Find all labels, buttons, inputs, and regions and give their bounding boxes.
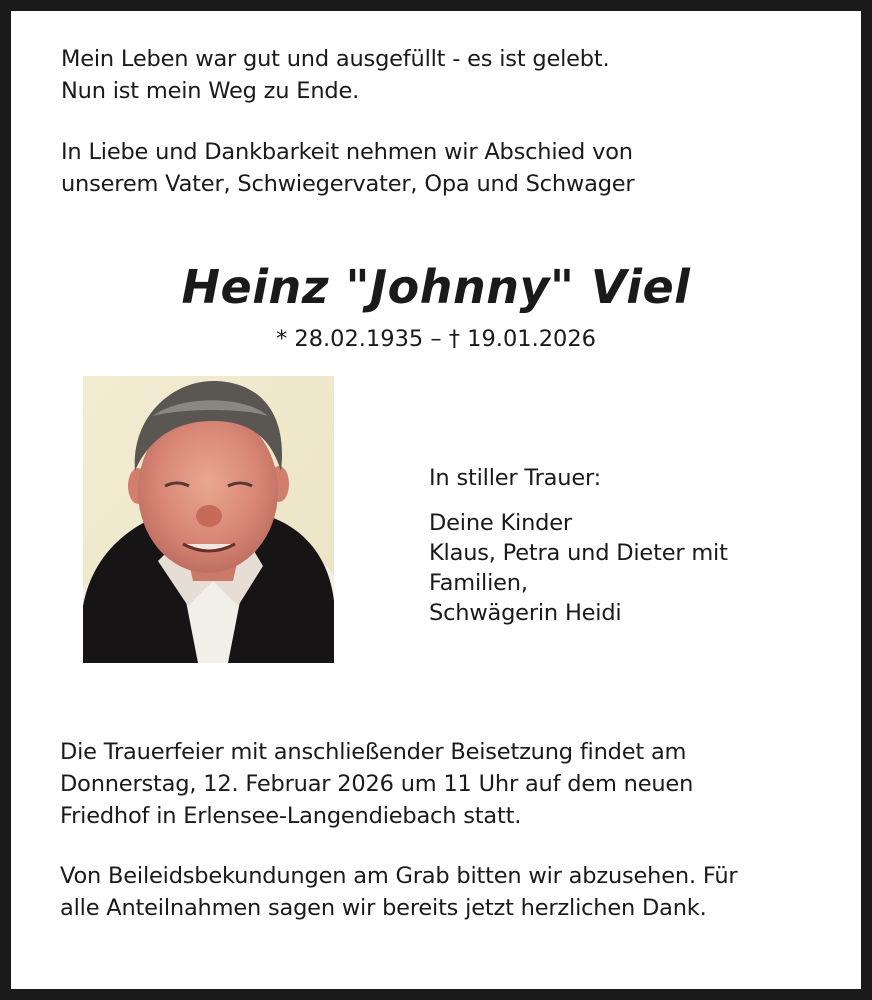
portrait-photo (83, 376, 334, 663)
mourner-line: Familien, (429, 570, 528, 596)
farewell-text (61, 136, 821, 200)
mourners-list (429, 508, 849, 628)
mourner-line: Deine Kinder (429, 510, 572, 536)
intro-line: Mein Leben war gut und ausgefüllt - es ist gelebt. (61, 46, 610, 72)
mourner-line: Schwägerin Heidi (429, 600, 622, 626)
intro-line: Nun ist mein Weg zu Ende. (61, 78, 360, 104)
farewell-line: unserem Vater, Schwiegervater, Opa und Schwager (61, 171, 635, 197)
life-dates: * 28.02.1935 – † 19.01.2026 (275, 326, 596, 352)
farewell-line: In Liebe und Dankbarkeit nehmen wir Abschied von (61, 139, 633, 165)
deceased-name: Heinz "Johnny" Viel (181, 260, 691, 314)
closing-notice (60, 860, 830, 924)
intro-verse (61, 43, 821, 107)
funeral-line: Die Trauerfeier mit anschließender Beisetzung findet am (60, 739, 687, 765)
mourners-heading (429, 462, 849, 494)
funeral-notice (60, 736, 830, 832)
mourner-line: Klaus, Petra und Dieter mit (429, 540, 728, 566)
funeral-line: Donnerstag, 12. Februar 2026 um 11 Uhr auf dem neuen (60, 771, 694, 797)
closing-line: Von Beileidsbekundungen am Grab bitten wir abzusehen. Für (60, 863, 738, 889)
funeral-line: Friedhof in Erlensee-Langendiebach statt. (60, 803, 522, 829)
closing-line: alle Anteilnahmen sagen wir bereits jetzt herzlichen Dank. (60, 895, 707, 921)
mourners-heading-text: In stiller Trauer: (429, 465, 602, 491)
